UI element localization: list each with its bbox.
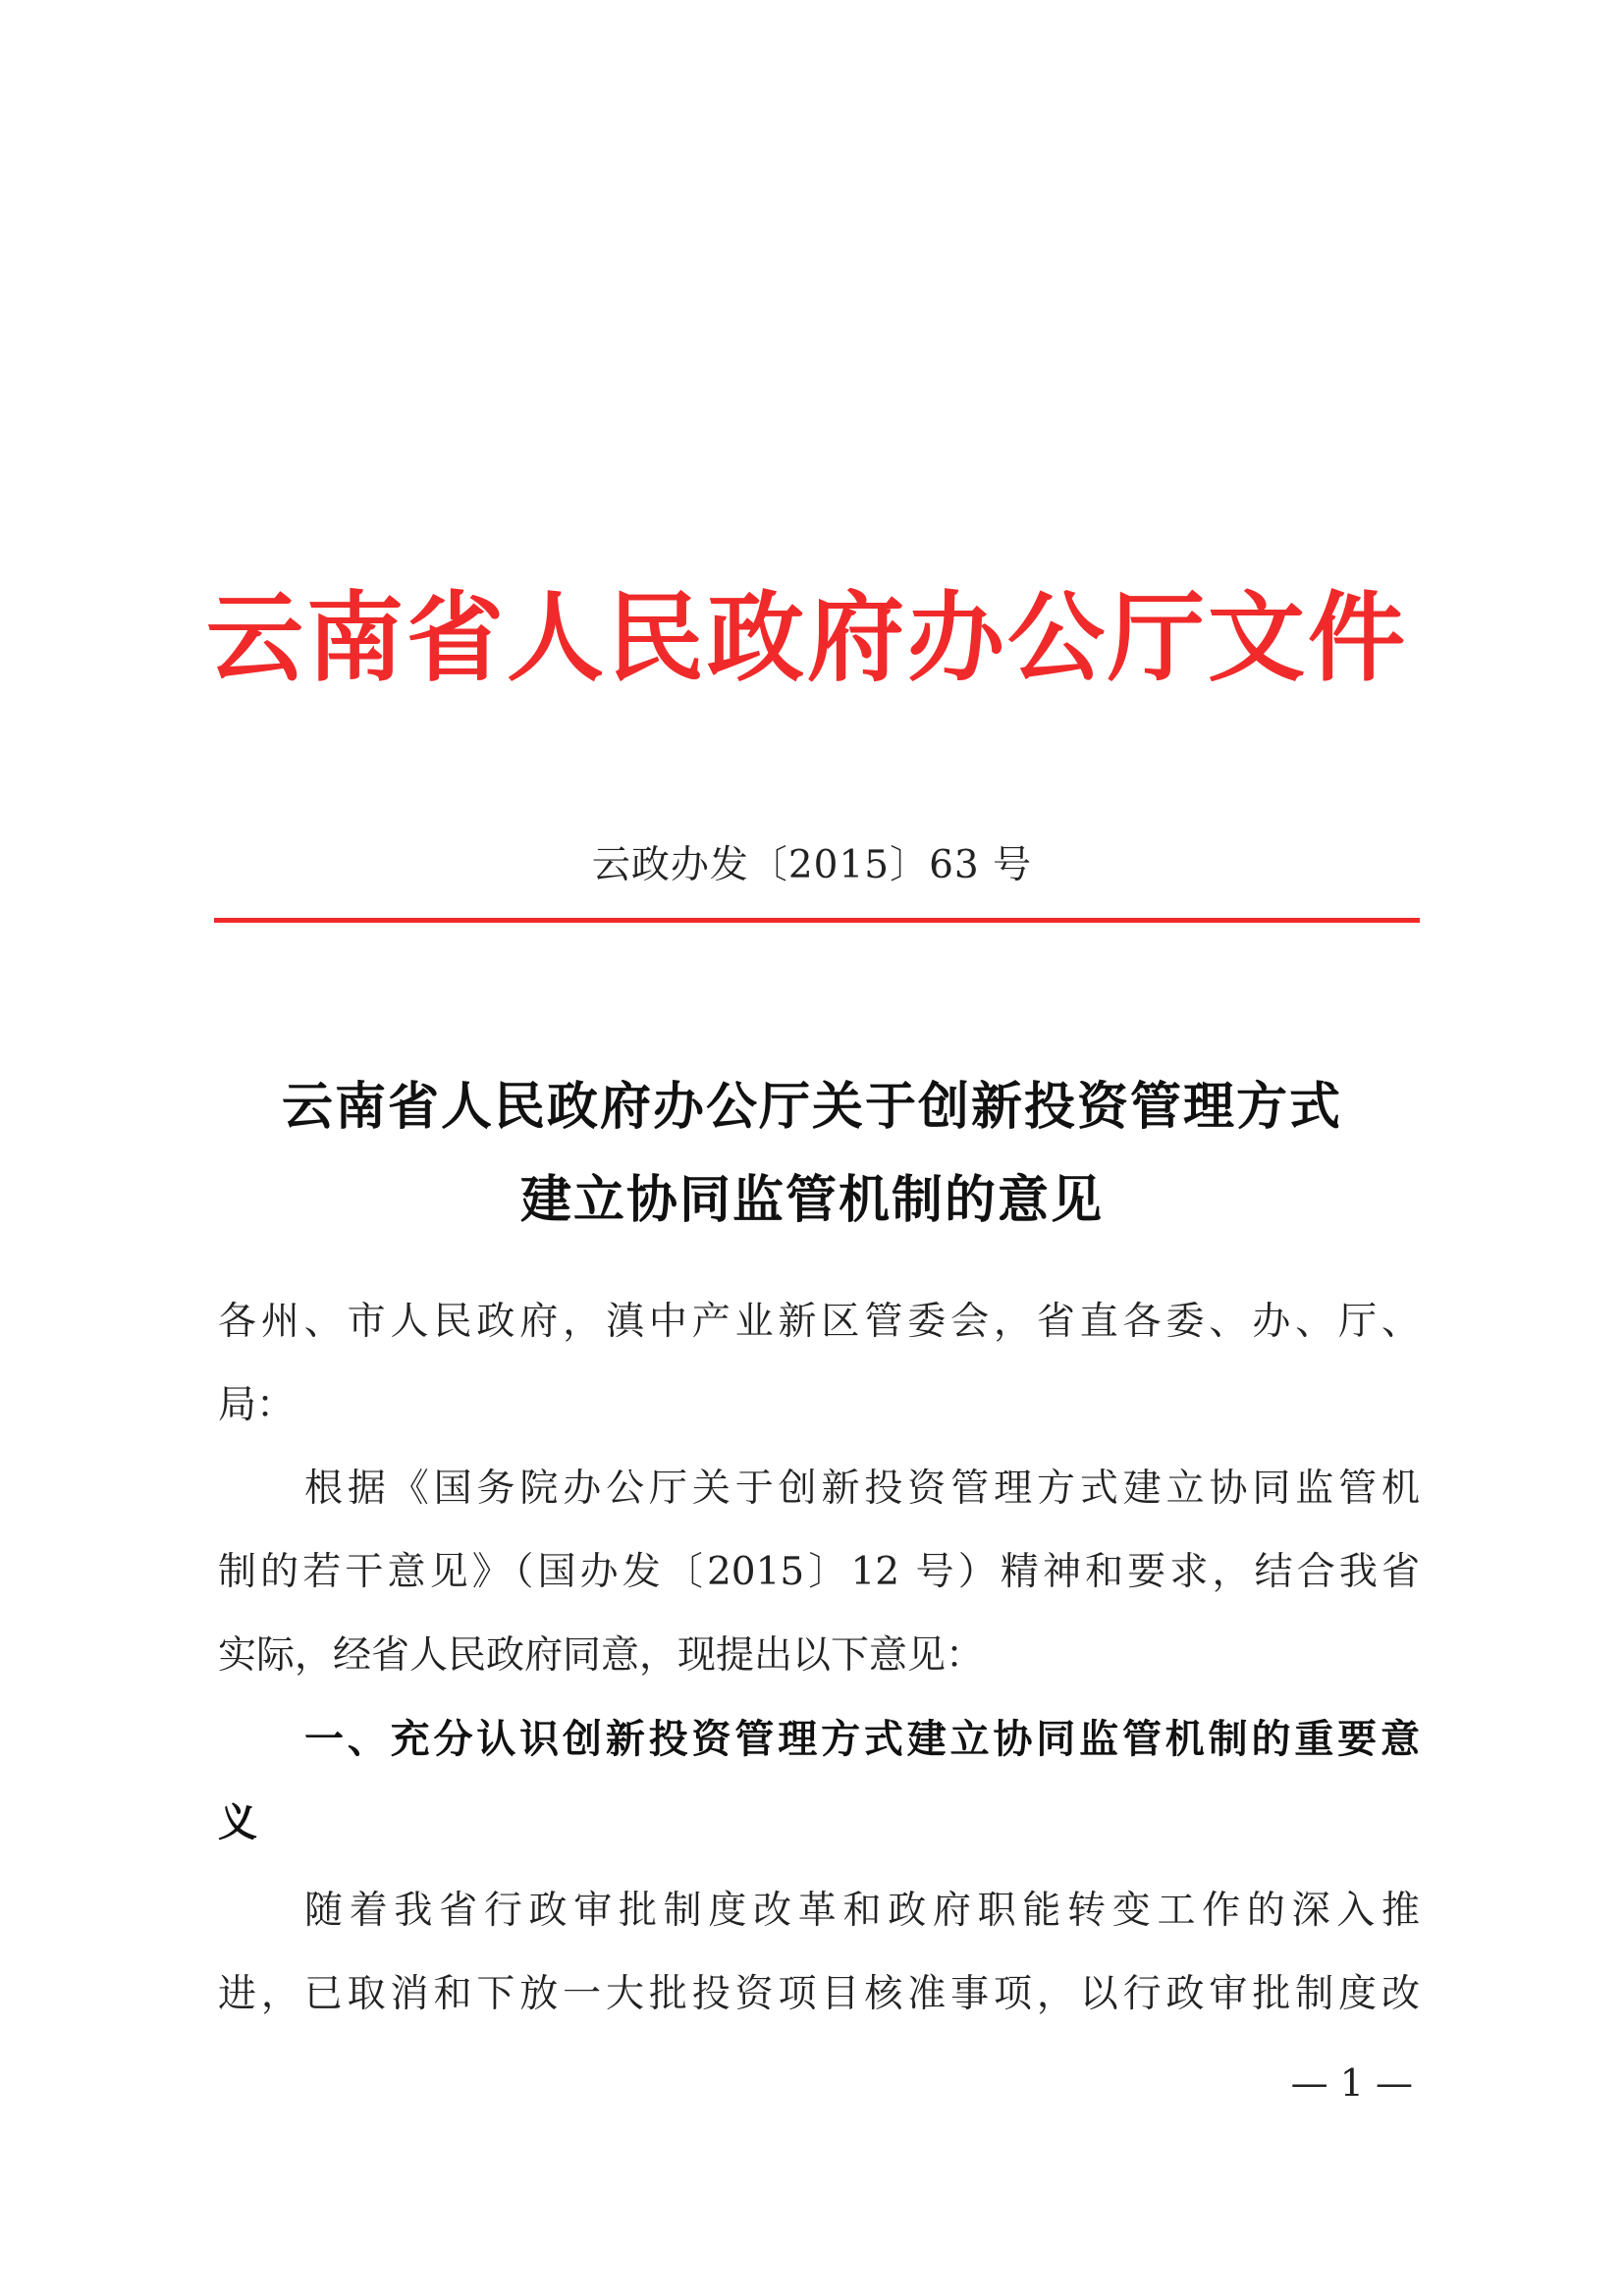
document-title-line-1: 云南省人民政府办公厅关于创新投资管理方式 [281,1077,1342,1137]
intro-line-1: 根据《国务院办公厅关于创新投资管理方式建立协同监管机 [304,1467,1420,1511]
page-number: — 1 — [1290,2061,1413,2105]
addressee-line-1: 各州、市人民政府，滇中产业新区管委会，省直各委、办、厅、 [218,1300,1420,1344]
section-1-heading-line-2: 义 [218,1799,257,1845]
masthead-title: 云南省人民政府办公厅文件 [206,581,1408,695]
section-1-heading-line-1: 一、充分认识创新投资管理方式建立协同监管机制的重要意 [304,1716,1420,1762]
document-title-line-2: 建立协同监管机制的意见 [519,1170,1104,1230]
red-separator-line [214,918,1420,923]
document-number: 云政办发〔2015〕63 号 [591,843,1033,887]
section-1-paragraph-line-2: 进，已取消和下放一大批投资项目核准事项，以行政审批制度改 [218,1972,1420,2016]
section-1-paragraph-line-1: 随着我省行政审批制度改革和政府职能转变工作的深入推 [304,1889,1420,1933]
addressee-line-2: 局： [218,1383,296,1427]
intro-line-2: 制的若干意见》（国办发〔2015〕12 号）精神和要求，结合我省 [218,1550,1420,1594]
intro-line-3: 实际，经省人民政府同意，现提出以下意见： [218,1633,985,1678]
